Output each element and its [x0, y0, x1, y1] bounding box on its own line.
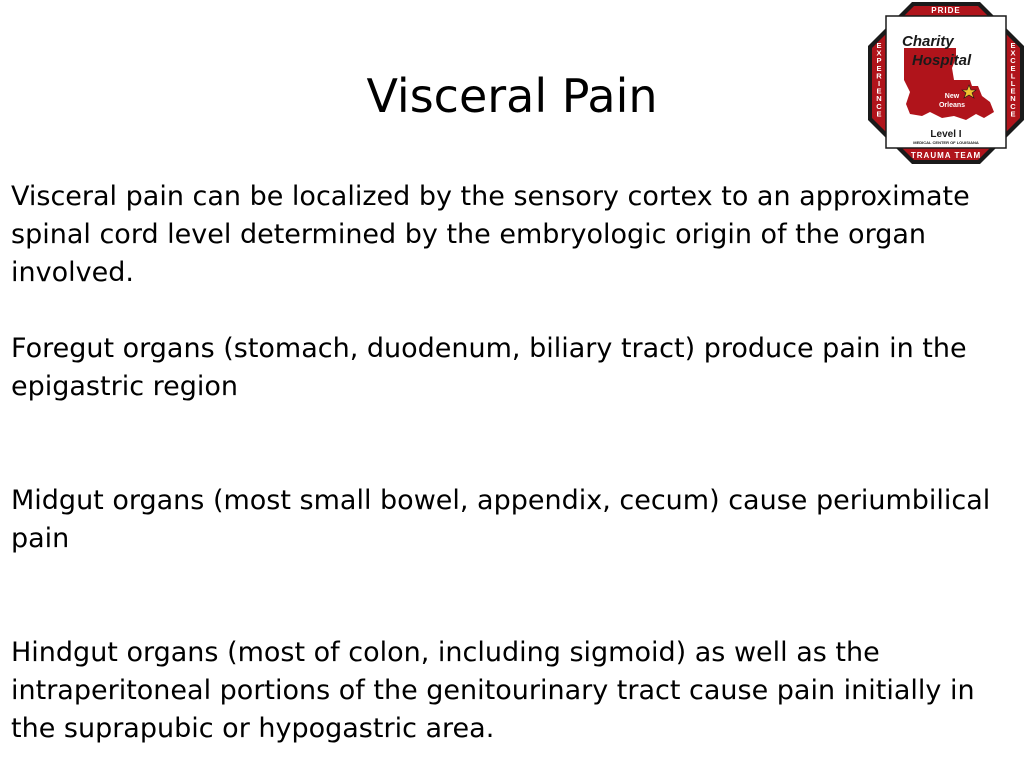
- slide-title: Visceral Pain: [366, 69, 658, 123]
- paragraph-foregut: Foregut organs (stomach, duodenum, biliary tract) produce pain in the epigastric region: [11, 333, 967, 402]
- left-word-letter: E: [876, 63, 882, 73]
- logo-name-line2: Hospital: [912, 52, 972, 69]
- left-word-letter: R: [876, 71, 882, 81]
- logo-name-line1: Charity: [902, 33, 954, 50]
- right-word-letter: C: [1010, 101, 1016, 111]
- logo-city-line1: New: [944, 93, 960, 100]
- logo-graphic: [866, 0, 1024, 166]
- logo-left-word: [876, 41, 882, 118]
- paragraph-visceral-localization: Visceral pain can be localized by the sensory cortex to an approximate spinal cord level determined by the embryologic origin of the organ involved.: [11, 181, 970, 288]
- right-word-letter: E: [1010, 86, 1016, 96]
- paragraph-hindgut: Hindgut organs (most of colon, including sigmoid) as well as the intraperitoneal portions of the genitourinary tract cause pain initially in the suprapubic or hypogastric area.: [11, 637, 975, 744]
- left-word-letter: E: [876, 109, 882, 119]
- left-word-letter: E: [876, 86, 882, 96]
- left-word-letter: E: [876, 41, 882, 50]
- left-word-letter: C: [876, 101, 882, 111]
- paragraph-midgut: Midgut organs (most small bowel, appendix, cecum) cause periumbilical pain: [11, 485, 991, 554]
- right-word-letter: L: [1010, 79, 1016, 88]
- logo-top-word: PRIDE: [931, 6, 961, 15]
- charity-hospital-logo: [866, 0, 1024, 166]
- right-word-letter: L: [1010, 71, 1016, 81]
- right-word-letter: X: [1010, 48, 1016, 58]
- right-word-letter: E: [1010, 41, 1016, 50]
- logo-bottom-word: TRAUMA TEAM: [910, 151, 982, 160]
- right-word-letter: N: [1010, 94, 1016, 104]
- logo-subtitle: MEDICAL CENTER OF LOUISIANA: [913, 140, 979, 145]
- left-word-letter: X: [876, 48, 882, 58]
- left-word-letter: N: [876, 94, 882, 104]
- logo-level: Level I: [930, 129, 962, 140]
- left-word-letter: I: [877, 79, 881, 88]
- logo-city-line2: Orleans: [938, 102, 966, 109]
- right-word-letter: E: [1010, 109, 1016, 119]
- right-word-letter: E: [1010, 63, 1016, 73]
- slide-body: [11, 178, 1011, 748]
- right-word-letter: C: [1010, 56, 1016, 66]
- left-word-letter: P: [876, 56, 882, 66]
